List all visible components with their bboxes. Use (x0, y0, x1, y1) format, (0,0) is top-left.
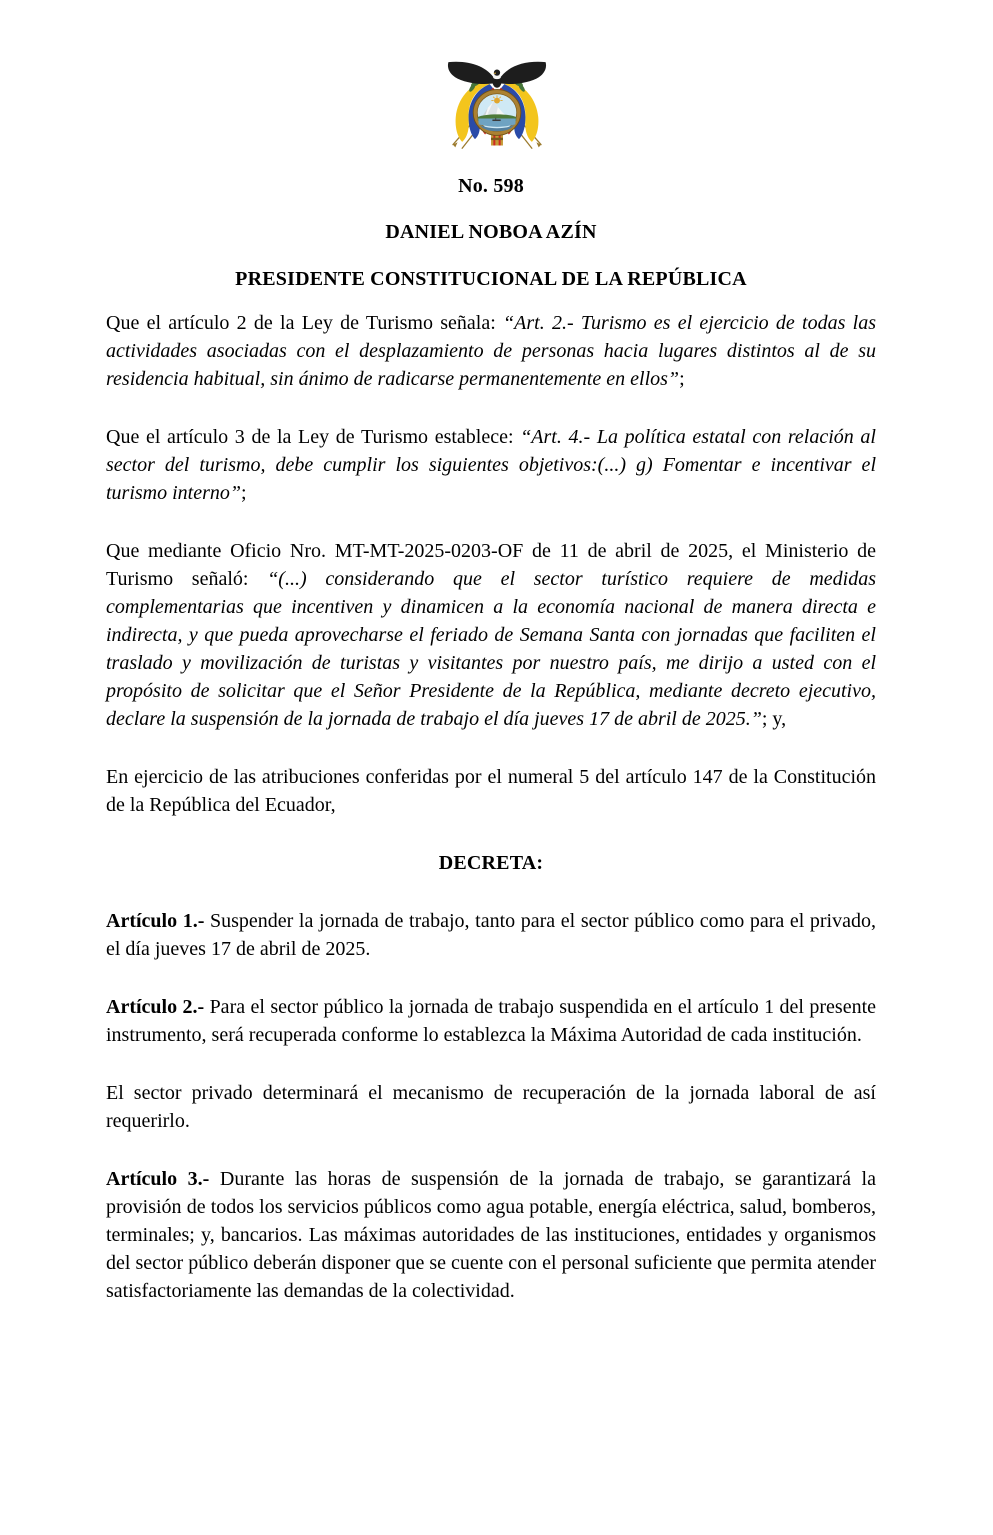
decree-body (106, 309, 876, 1305)
articulo-1 (106, 907, 876, 963)
articulo-2-text: Para el sector público la jornada de trabajo suspendida en el artículo 1 del presente instrumento, será recuperada conforme lo establezca la Máxima Autoridad de cada institución. (106, 996, 876, 1046)
articulo-1-text: Artículo 1.- (106, 910, 210, 932)
articulo-3-text: Durante las horas de suspensión de la jornada de trabajo, se garantizará la provisión de todos los servicios públicos como agua potable, energía eléctrica, salud, bomberos, terminales; y, bancarios. Las máximas autoridades de las instituciones, entidades y organismos del sector público deberán disponer que se cuente con el personal suficiente que permita atender satisfactoriamente las demandas de la colectividad. (106, 1168, 876, 1302)
considerando-turismo-art3 (106, 423, 876, 507)
considerando-turismo-art2-text: ; (679, 368, 685, 390)
articulo-2 (106, 993, 876, 1049)
considerando-oficio-ministerio-text: Que mediante Oficio Nro. MT-MT-2025-0203-OF de 11 de abril de 2025, el Ministerio de Turismo señaló: (106, 540, 876, 590)
articulo-3 (106, 1165, 876, 1305)
decree-content (106, 172, 876, 1305)
atribuciones-text: En ejercicio de las atribuciones conferidas por el numeral 5 del artículo 147 de la Constitución de la República del Ecuador, (106, 766, 876, 816)
president-name: DANIEL NOBOA AZÍN (385, 221, 597, 243)
sector-privado-text: El sector privado determinará el mecanismo de recuperación de la jornada laboral de así requerirlo. (106, 1082, 876, 1132)
considerando-turismo-art2 (106, 309, 876, 393)
considerando-turismo-art3-text: Que el artículo 3 de la Ley de Turismo establece: (106, 426, 521, 448)
sector-privado (106, 1079, 876, 1135)
considerando-turismo-art3-text: ; (241, 482, 247, 504)
considerando-oficio-ministerio-text: ; y, (761, 708, 787, 730)
ecuador-coat-of-arms-icon (442, 60, 552, 154)
decree-number: No. 598 (458, 175, 524, 197)
considerando-oficio-ministerio (106, 537, 876, 733)
considerando-oficio-ministerio-text: “(...) considerando que el sector turístico requiere de medidas complementarias que incentiven y dinamicen a la economía nacional de manera directa e indirecta, y que pueda aprovecharse el feriado de Semana Santa con jornadas que faciliten el traslado y movilización de turistas y visitantes por nuestro país, me dirijo a usted con el propósito de solicitar que el Señor Presidente de la República, mediante decreto ejecutivo, declare la suspensión de la jornada de trabajo el día jueves 17 de abril de 2025.” (106, 568, 876, 730)
president-title: PRESIDENTE CONSTITUCIONAL DE LA REPÚBLICA (235, 268, 747, 290)
decree-document-page (0, 60, 993, 1535)
articulo-3-text: Artículo 3.- (106, 1168, 220, 1190)
articulo-1-text: Suspender la jornada de trabajo, tanto para el sector público como para el privado, el día jueves 17 de abril de 2025. (106, 910, 876, 960)
considerando-turismo-art3-text: “Art. 4.- La política estatal con relación al sector del turismo, debe cumplir los siguientes objetivos:(...) g) Fomentar e incentivar el turismo interno” (106, 426, 876, 504)
considerando-turismo-art2-text: “Art. 2.- Turismo es el ejercicio de todas las actividades asociadas con el desplazamiento de personas hacia lugares distintos al de su residencia habitual, sin ánimo de radicarse permanentemente en ellos” (106, 312, 876, 390)
atribuciones (106, 763, 876, 819)
decreta-heading (106, 849, 876, 877)
decreta-heading-text: DECRETA: (438, 852, 544, 874)
considerando-turismo-art2-text: Que el artículo 2 de la Ley de Turismo señala: (106, 312, 504, 334)
articulo-2-text: Artículo 2.- (106, 996, 210, 1018)
